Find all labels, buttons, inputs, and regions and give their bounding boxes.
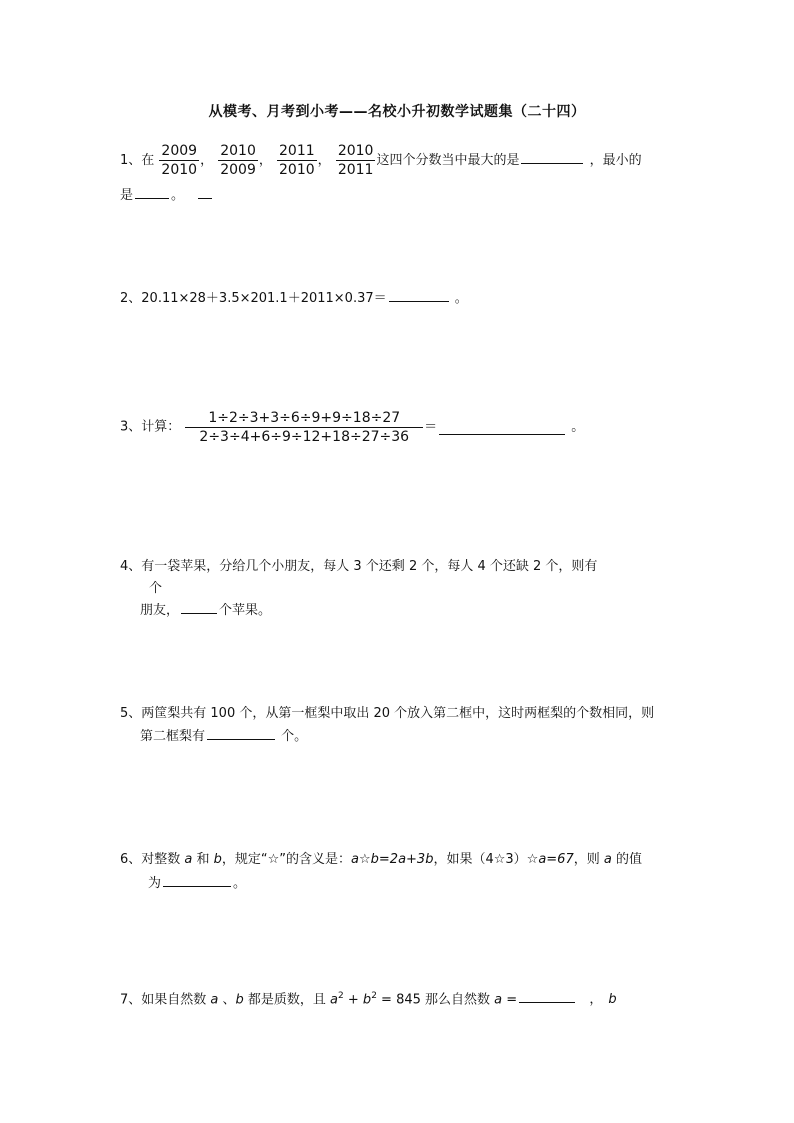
answer-blank[interactable]	[181, 600, 217, 614]
fraction-1: $\frac{2009}{2010}$	[161, 143, 198, 178]
question-5-line2: 第二框梨有 个。	[140, 726, 307, 746]
question-4: 4、有一袋苹果，分给几个小朋友，每人 3 个还剩 2 个，每人 4 个还缺 2 个，则有	[120, 559, 598, 574]
answer-blank[interactable]	[207, 726, 275, 740]
answer-blank[interactable]	[163, 873, 231, 887]
complex-fraction: $\frac{1\div 2\div 3+3\div 6\div 9+9\div 18\div 27}{2\div 3\div 4+6\div 9\div 12+18\div 27\div 36}$	[185, 410, 423, 445]
answer-blank[interactable]	[389, 288, 449, 302]
question-1-line2: 是 。	[120, 185, 214, 205]
question-2: 2、20.11×28＋3.5×201.1＋2011×0.37＝ 。	[120, 288, 468, 308]
answer-blank[interactable]	[439, 421, 565, 435]
question-5: 5、两筐梨共有 100 个，从第一框梨中取出 20 个放入第二框中，这时两框梨的个数相同，则	[120, 706, 655, 721]
question-6: 6、对整数 a 和 b，规定“☆”的含义是：a☆b=2a+3b，如果（4☆3）☆a=67，则 a 的值	[120, 852, 642, 867]
fraction-2: $\frac{2010}{2009}$	[220, 143, 256, 178]
fraction-3: $\frac{2011}{2010}$	[279, 143, 315, 178]
answer-blank[interactable]	[519, 989, 575, 1003]
page-title: 从模考、月考到小考——名校小升初数学试题集（二十四）	[208, 104, 586, 120]
answer-blank[interactable]	[135, 185, 169, 199]
answer-blank[interactable]	[198, 185, 212, 199]
question-1: 1、在 $\frac{2009}{2010}$ ， $\frac{2010}{2009}$ ， $\frac{2011}{2010}$ ， $\frac{2010}{2011}$ 这四个分数当中最大的是 ，最小的	[120, 143, 642, 178]
question-6-line2: 为 。	[148, 873, 246, 893]
answer-blank[interactable]	[521, 150, 583, 164]
question-4-line2: 朋友， 个苹果。	[140, 600, 271, 620]
question-4-wrap: 个	[149, 581, 163, 596]
question-3: 3、计算： $\frac{1\div 2\div 3+3\div 6\div 9+9\div 18\div 27}{2\div 3\div 4+6\div 9\div 12+18\div 27\div 36}$ ＝ 。	[120, 410, 585, 445]
question-7: 7、如果自然数 a 、b 都是质数，且 $a^2 + b^2 = 845$ 那么自然数 a = ， b	[120, 991, 617, 1008]
fraction-4: $\frac{2010}{2011}$	[337, 143, 374, 178]
